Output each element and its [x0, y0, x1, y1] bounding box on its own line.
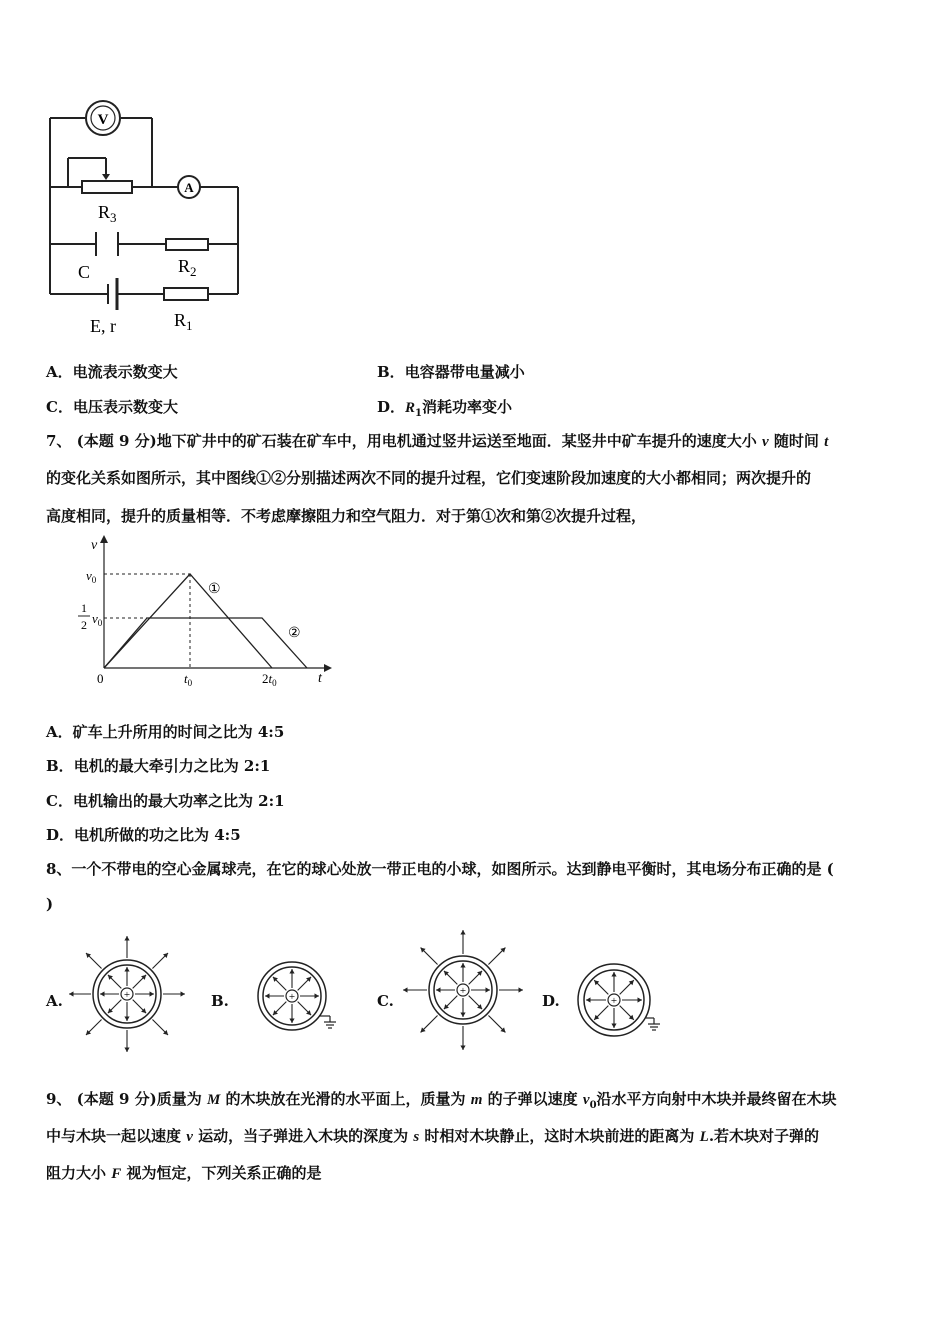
r1-label: $R_1$	[174, 310, 193, 333]
q7-option-c: C．电机输出的最大功率之比为 2:1	[46, 792, 285, 810]
capacitor-label: C	[78, 262, 91, 282]
r2-label: $R_2$	[178, 256, 197, 279]
q6-option-a: A．电流表示数变大	[46, 363, 178, 381]
field-arrow-icon	[124, 967, 129, 972]
y-axis-arrow-icon	[100, 535, 108, 543]
field-arrow-icon	[586, 997, 591, 1002]
field-arrow-icon	[124, 1048, 129, 1053]
field-arrow-icon	[150, 991, 155, 996]
q9-line-3: 阻力大小 F 视为恒定，下列关系正确的是	[46, 1164, 322, 1182]
q7-option-a: A．矿车上升所用的时间之比为 4:5	[46, 723, 285, 741]
q8-figure-d	[572, 958, 672, 1038]
field-arrow-icon	[611, 1024, 616, 1029]
svg-text:1: 1	[81, 601, 87, 615]
curve-2-label: ②	[288, 626, 301, 641]
field-arrow-icon	[100, 991, 105, 996]
field-arrow-icon	[403, 987, 408, 992]
q8-figure-a	[67, 934, 187, 1054]
v0-label: $v_0$	[86, 568, 97, 585]
q8-label-a: A.	[46, 992, 63, 1010]
voltmeter-label: V	[97, 112, 109, 128]
voltmeter	[86, 101, 120, 135]
field-arrow-icon	[460, 930, 465, 935]
q6-option-d: D．$R_1$消耗功率变小	[377, 398, 513, 419]
slider-arrow-icon	[102, 174, 110, 180]
origin-label: 0	[97, 671, 104, 686]
field-arrow-icon	[436, 987, 441, 992]
q8-label-c: C.	[377, 992, 394, 1010]
field-arrow-icon	[486, 987, 491, 992]
field-arrow-icon	[124, 936, 129, 941]
q7-line-2: 的变化关系如图所示，其中图线①②分别描述两次不同的提升过程，它们变速阶段加速度的大小都相同；两次提升的	[46, 469, 812, 487]
q7-line-1: 7、 (本题 9 分)地下矿井中的矿石装在矿车中，用电机通过竖井运送至地面．某竖井中矿车提升的速度大小 v 随时间 t	[46, 432, 829, 450]
field-arrow-icon	[460, 1046, 465, 1051]
field-arrow-icon	[124, 1017, 129, 1022]
q6-option-b: B．电容器带电量减小	[377, 363, 525, 381]
svg-text:2: 2	[81, 618, 87, 632]
field-arrow-icon	[289, 969, 294, 974]
ground-icon	[646, 1018, 660, 1030]
field-arrow-icon	[69, 991, 74, 996]
charge-symbol: +	[123, 989, 131, 1001]
q7-line-3: 高度相同，提升的质量相等．不考虑摩擦阻力和空气阻力．对于第①次和第②次提升过程，	[46, 507, 647, 525]
source-label: E, r	[90, 316, 116, 336]
charge-symbol: +	[610, 995, 618, 1007]
field-arrow-icon	[460, 963, 465, 968]
field-arrow-icon	[460, 1013, 465, 1018]
half-v0-label	[78, 601, 103, 632]
q8-line-2: )	[46, 895, 54, 913]
ammeter-label: A	[184, 180, 194, 195]
q9-line-1: 9、 (本题 9 分)质量为 M 的木块放在光滑的水平面上，质量为 m 的子弹以速度 $v_0$沿水平方向射中木块并最终留在木块	[46, 1090, 837, 1111]
q7-option-d: D．电机所做的功之比为 4:5	[46, 826, 241, 844]
x-axis-arrow-icon	[324, 664, 332, 672]
circuit-diagram	[40, 96, 255, 346]
field-arrow-icon	[638, 997, 643, 1002]
x-axis-label: t	[318, 671, 322, 686]
r3-label: $R_3$	[98, 202, 117, 225]
curve-1	[104, 574, 272, 668]
q8-label-d: D.	[542, 992, 560, 1010]
q9-line-2: 中与木块一起以速度 v 运动，当子弹进入木块的深度为 s 时相对木块静止，这时木块前进的距离为 L.若木块对子弹的	[46, 1127, 820, 1145]
field-arrow-icon	[181, 991, 186, 996]
field-arrow-icon	[519, 987, 524, 992]
q8-line-1: 8、一个不带电的空心金属球壳，在它的球心处放一带正电的小球，如图所示。达到静电平衡时，其电场分布正确的是 (	[46, 860, 834, 878]
q8-label-b: B.	[211, 992, 229, 1010]
field-arrow-icon	[265, 993, 270, 998]
q8-figure-c	[403, 930, 523, 1055]
curve-1-label: ①	[208, 582, 221, 597]
field-arrow-icon	[315, 993, 320, 998]
vt-graph	[44, 533, 344, 693]
field-arrow-icon	[611, 972, 616, 977]
field-arrow-icon	[289, 1019, 294, 1024]
two-t0-label: $2t_0$	[262, 671, 277, 688]
svg-text:v0: $v_0$	[92, 611, 103, 628]
y-axis-label: v	[91, 538, 98, 553]
charge-symbol: +	[459, 985, 467, 997]
ground-icon	[320, 1016, 336, 1028]
q7-option-b: B．电机的最大牵引力之比为 2:1	[46, 757, 271, 775]
ammeter	[178, 176, 200, 198]
q8-figure-b	[232, 934, 352, 1054]
charge-symbol: +	[288, 991, 296, 1003]
t0-label: $t_0$	[184, 671, 193, 688]
curve-2	[104, 618, 307, 668]
q6-option-c: C．电压表示数变大	[46, 398, 178, 416]
